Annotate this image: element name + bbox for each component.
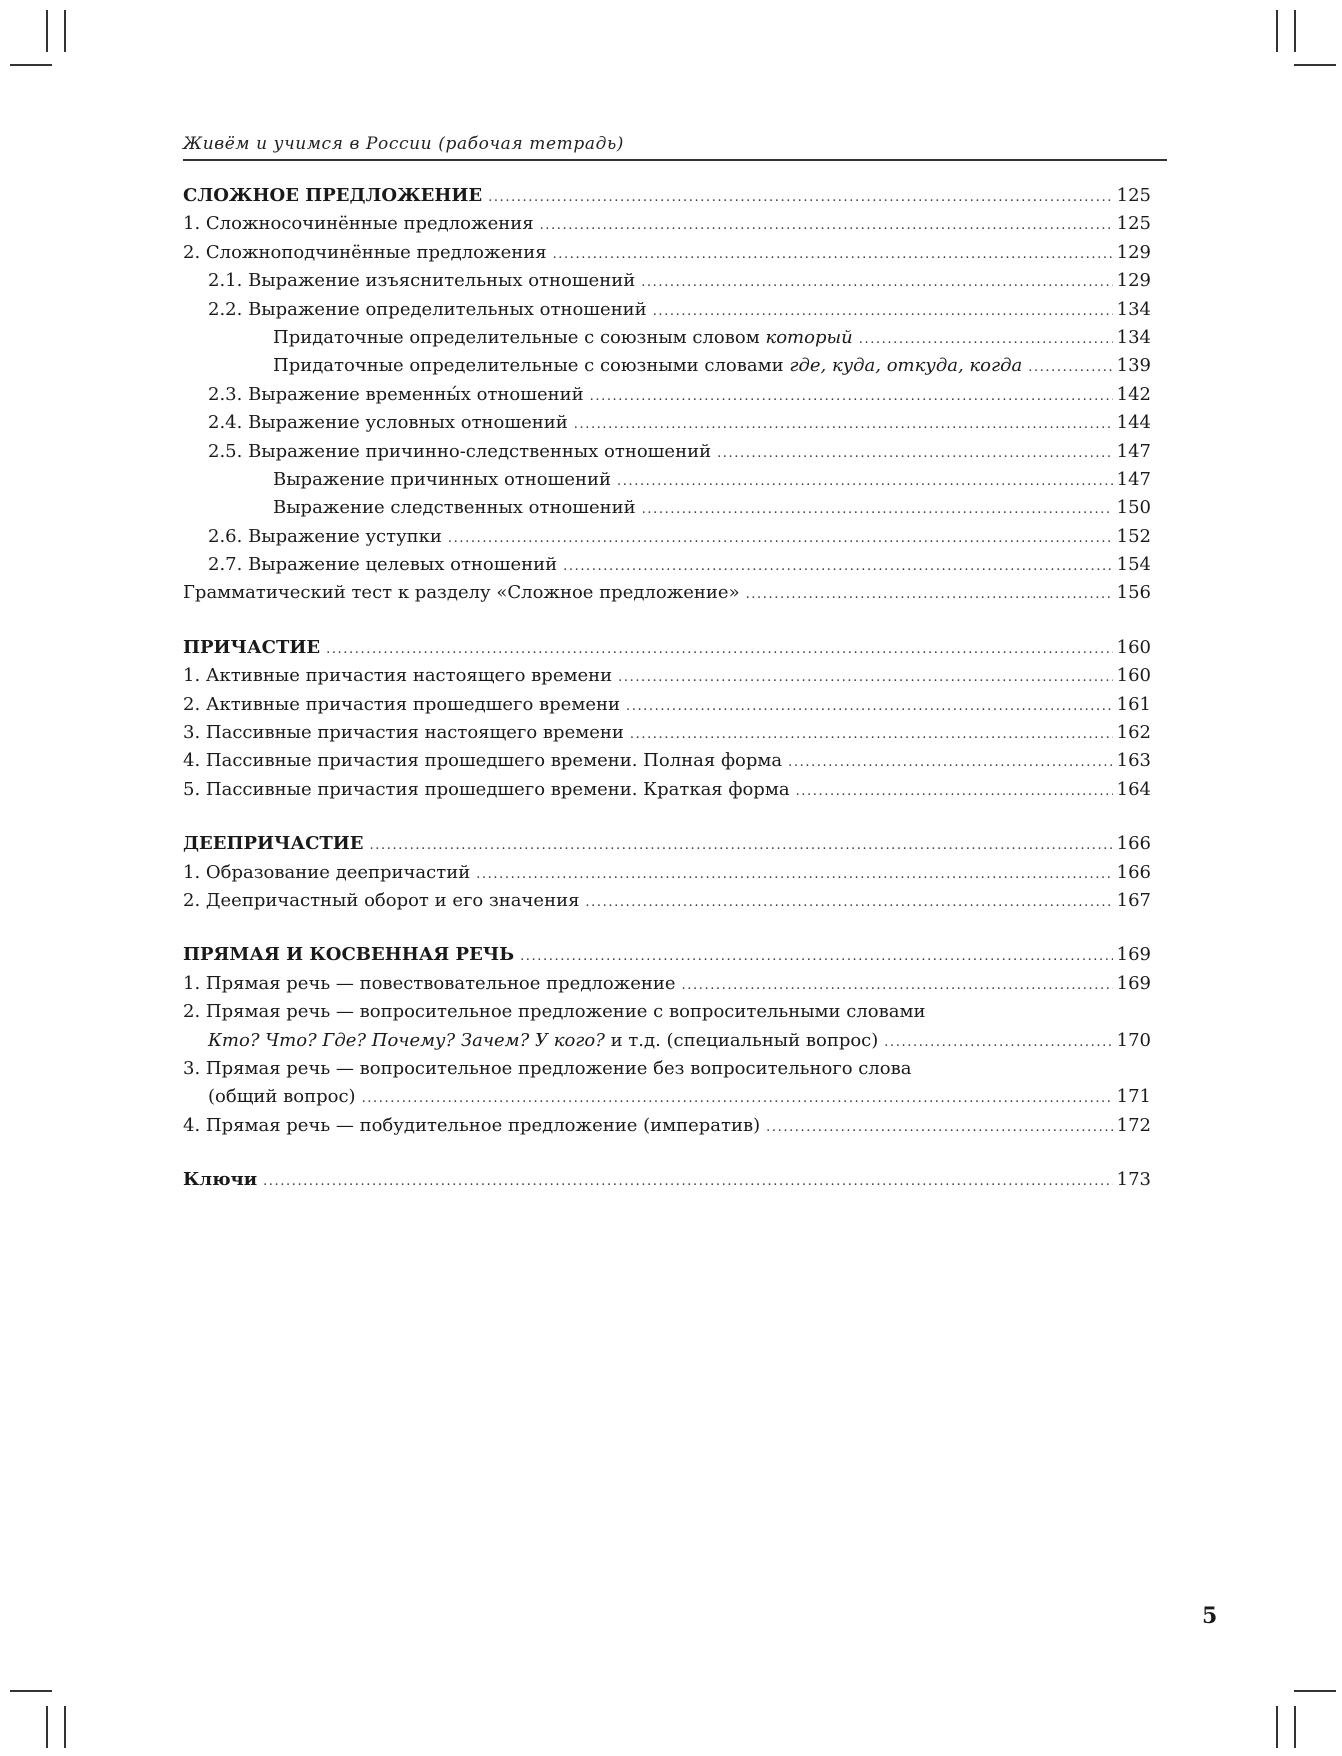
crop-mark bbox=[46, 10, 48, 52]
toc-section-keys[interactable] bbox=[183, 1166, 1151, 1194]
toc-page-number: 173 bbox=[1116, 1169, 1151, 1191]
toc-page-number: 160 bbox=[1116, 665, 1151, 687]
toc-entry-first-line[interactable]: 3. Прямая речь — вопросительное предложение без вопросительного слова bbox=[183, 1057, 912, 1079]
dot-leader bbox=[476, 861, 1112, 889]
toc-page-number: 142 bbox=[1116, 383, 1151, 405]
toc-entry[interactable] bbox=[183, 523, 1151, 551]
crop-mark bbox=[1294, 1690, 1336, 1692]
header-rule bbox=[183, 159, 1167, 161]
toc-page-number: 169 bbox=[1116, 944, 1151, 966]
toc-entry-text: Придаточные определительные с союзными словами bbox=[273, 355, 790, 377]
toc-page-number: 144 bbox=[1116, 412, 1151, 434]
crop-mark bbox=[1276, 1706, 1278, 1748]
dot-leader bbox=[641, 269, 1112, 297]
dot-leader bbox=[574, 411, 1113, 439]
toc-entry[interactable] bbox=[183, 267, 1151, 295]
toc-entry-title: 2.1. Выражение изъяснительных отношений bbox=[208, 270, 636, 292]
dot-leader bbox=[370, 832, 1113, 860]
toc-page-number: 139 bbox=[1116, 355, 1151, 377]
toc-page-number: 170 bbox=[1116, 1029, 1151, 1051]
crop-mark bbox=[64, 1706, 66, 1748]
toc-page-number: 166 bbox=[1116, 861, 1151, 883]
dot-leader bbox=[585, 889, 1112, 917]
crop-mark bbox=[10, 64, 52, 66]
toc-entry-title: 4. Пассивные причастия прошедшего времени. Полная форма bbox=[183, 750, 783, 772]
toc-page-number: 172 bbox=[1116, 1114, 1151, 1136]
dot-leader bbox=[563, 553, 1113, 581]
toc-entry[interactable] bbox=[183, 747, 1151, 775]
toc-entry-title: 2. Сложноподчинённые предложения bbox=[183, 241, 547, 263]
crop-mark bbox=[46, 1706, 48, 1748]
toc-entry[interactable] bbox=[183, 579, 1151, 607]
toc-entry-text: и т.д. (специальный вопрос) bbox=[604, 1029, 879, 1051]
dot-leader bbox=[553, 241, 1113, 269]
toc-section-complex-sentence[interactable] bbox=[183, 182, 1151, 210]
toc-entry-title: 2.6. Выражение уступки bbox=[208, 525, 442, 547]
toc-entry-title: Грамматический тест к разделу «Сложное предложение» bbox=[183, 582, 740, 604]
toc-entry-title: 1. Образование деепричастий bbox=[183, 861, 471, 883]
dot-leader bbox=[617, 468, 1113, 496]
toc-entry-title: (общий вопрос) bbox=[208, 1086, 356, 1108]
toc-entry[interactable] bbox=[183, 887, 1151, 915]
toc-page-number: 125 bbox=[1116, 213, 1151, 235]
toc-section-gerund[interactable] bbox=[183, 830, 1151, 858]
toc-entry-title: СЛОЖНОЕ ПРЕДЛОЖЕНИЕ bbox=[183, 185, 483, 206]
toc-entry-title: 1. Сложносочинённые предложения bbox=[183, 213, 534, 235]
toc-entry[interactable] bbox=[183, 324, 1151, 352]
table-of-contents bbox=[183, 182, 1151, 1195]
toc-entry-title: Ключи bbox=[183, 1169, 258, 1191]
toc-page-number: 167 bbox=[1116, 889, 1151, 911]
toc-page-number: 129 bbox=[1116, 241, 1151, 263]
crop-mark bbox=[1294, 10, 1296, 52]
toc-page-number: 154 bbox=[1116, 554, 1151, 576]
dot-leader bbox=[488, 184, 1113, 212]
toc-page-number: 161 bbox=[1116, 693, 1151, 715]
dot-leader bbox=[653, 298, 1113, 326]
toc-entry-title: 5. Пассивные причастия прошедшего времени. Краткая форма bbox=[183, 778, 790, 800]
toc-entry[interactable] bbox=[183, 466, 1151, 494]
toc-entry-italic: Кто? Что? Где? Почему? Зачем? У кого? bbox=[208, 1029, 605, 1051]
toc-entry-text: Придаточные определительные с союзным словом bbox=[273, 326, 766, 348]
toc-page-number: 125 bbox=[1116, 185, 1151, 206]
toc-entry[interactable] bbox=[183, 719, 1151, 747]
dot-leader bbox=[618, 664, 1113, 692]
toc-page-number: 147 bbox=[1116, 468, 1151, 490]
dot-leader bbox=[540, 212, 1113, 240]
toc-entry[interactable] bbox=[183, 1083, 1151, 1111]
toc-entry-first-line[interactable]: 2. Прямая речь — вопросительное предложение с вопросительными словами bbox=[183, 1001, 926, 1023]
page-number: 5 bbox=[1202, 1603, 1218, 1629]
toc-entry[interactable] bbox=[183, 970, 1151, 998]
dot-leader bbox=[717, 440, 1113, 468]
dot-leader bbox=[746, 581, 1113, 609]
dot-leader bbox=[1028, 354, 1112, 382]
toc-page-number: 162 bbox=[1116, 722, 1151, 744]
toc-entry-title: Выражение следственных отношений bbox=[273, 497, 636, 519]
toc-entry[interactable] bbox=[183, 239, 1151, 267]
toc-entry-title: 4. Прямая речь — побудительное предложение (императив) bbox=[183, 1114, 761, 1136]
dot-leader bbox=[642, 496, 1113, 524]
toc-entry-title: 2.7. Выражение целевых отношений bbox=[208, 554, 558, 576]
dot-leader bbox=[766, 1114, 1113, 1142]
toc-entry-title: 2. Деепричастный оборот и его значения bbox=[183, 889, 580, 911]
toc-entry-title bbox=[208, 1027, 878, 1055]
toc-entry[interactable] bbox=[183, 438, 1151, 466]
dot-leader bbox=[362, 1085, 1113, 1113]
toc-section-direct-indirect-speech[interactable] bbox=[183, 941, 1151, 969]
toc-entry-title: Выражение причинных отношений bbox=[273, 468, 612, 490]
toc-page-number: 147 bbox=[1116, 440, 1151, 462]
toc-entry-title: 1. Активные причастия настоящего времени bbox=[183, 665, 613, 687]
toc-entry-italic: где, куда, откуда, когда bbox=[789, 355, 1023, 377]
toc-page-number: 164 bbox=[1116, 778, 1151, 800]
crop-mark bbox=[1294, 64, 1336, 66]
toc-page-number: 169 bbox=[1116, 972, 1151, 994]
toc-section-participle[interactable] bbox=[183, 634, 1151, 662]
crop-mark bbox=[64, 10, 66, 52]
dot-leader bbox=[788, 749, 1113, 777]
crop-mark bbox=[10, 1690, 52, 1692]
toc-entry[interactable] bbox=[183, 776, 1151, 804]
toc-entry-title: 2. Активные причастия прошедшего времени bbox=[183, 693, 620, 715]
dot-leader bbox=[448, 525, 1113, 553]
dot-leader bbox=[796, 778, 1113, 806]
toc-page-number: 171 bbox=[1116, 1086, 1151, 1108]
toc-entry[interactable] bbox=[183, 296, 1151, 324]
toc-entry-title: 3. Пассивные причастия настоящего времени bbox=[183, 722, 624, 744]
dot-leader bbox=[263, 1168, 1113, 1196]
toc-page-number: 160 bbox=[1116, 636, 1151, 658]
toc-page-number: 156 bbox=[1116, 582, 1151, 604]
toc-entry[interactable] bbox=[183, 691, 1151, 719]
toc-page-number: 150 bbox=[1116, 497, 1151, 519]
toc-entry[interactable] bbox=[183, 409, 1151, 437]
toc-entry-title: ПРЯМАЯ И КОСВЕННАЯ РЕЧЬ bbox=[183, 944, 515, 966]
dot-leader bbox=[682, 972, 1113, 1000]
toc-page-number: 152 bbox=[1116, 525, 1151, 547]
running-head: Живём и учимся в России (рабочая тетрадь) bbox=[183, 134, 625, 154]
toc-entry-italic: который bbox=[765, 326, 853, 348]
toc-entry-title: ДЕЕПРИЧАСТИЕ bbox=[183, 833, 364, 855]
dot-leader bbox=[626, 693, 1113, 721]
crop-mark bbox=[1276, 10, 1278, 52]
dot-leader bbox=[326, 636, 1113, 664]
toc-page-number: 134 bbox=[1116, 326, 1151, 348]
toc-entry-title: 2.2. Выражение определительных отношений bbox=[208, 298, 647, 320]
toc-entry[interactable] bbox=[183, 551, 1151, 579]
toc-entry[interactable] bbox=[183, 352, 1151, 380]
toc-entry-title: 2.3. Выражение временны́х отношений bbox=[208, 383, 584, 405]
dot-leader bbox=[884, 1029, 1112, 1057]
toc-page-number: 129 bbox=[1116, 270, 1151, 292]
toc-entry-title: 1. Прямая речь — повествовательное предложение bbox=[183, 972, 676, 994]
toc-page-number: 163 bbox=[1116, 750, 1151, 772]
toc-entry[interactable] bbox=[183, 1027, 1151, 1055]
dot-leader bbox=[630, 721, 1113, 749]
crop-mark bbox=[1294, 1706, 1296, 1748]
toc-entry[interactable] bbox=[183, 1112, 1151, 1140]
toc-entry[interactable] bbox=[183, 210, 1151, 238]
dot-leader bbox=[520, 943, 1113, 971]
toc-entry[interactable] bbox=[183, 494, 1151, 522]
dot-leader bbox=[590, 383, 1113, 411]
toc-entry-title bbox=[273, 352, 1022, 380]
toc-entry[interactable] bbox=[183, 381, 1151, 409]
toc-entry-title bbox=[273, 324, 853, 352]
toc-page-number: 166 bbox=[1116, 833, 1151, 855]
toc-entry[interactable] bbox=[183, 859, 1151, 887]
toc-entry-title: 2.5. Выражение причинно-следственных отношений bbox=[208, 440, 712, 462]
toc-entry[interactable] bbox=[183, 662, 1151, 690]
dot-leader bbox=[859, 326, 1113, 354]
toc-entry-title: 2.4. Выражение условных отношений bbox=[208, 412, 568, 434]
toc-page-number: 134 bbox=[1116, 298, 1151, 320]
toc-entry-title: ПРИЧАСТИЕ bbox=[183, 636, 321, 658]
